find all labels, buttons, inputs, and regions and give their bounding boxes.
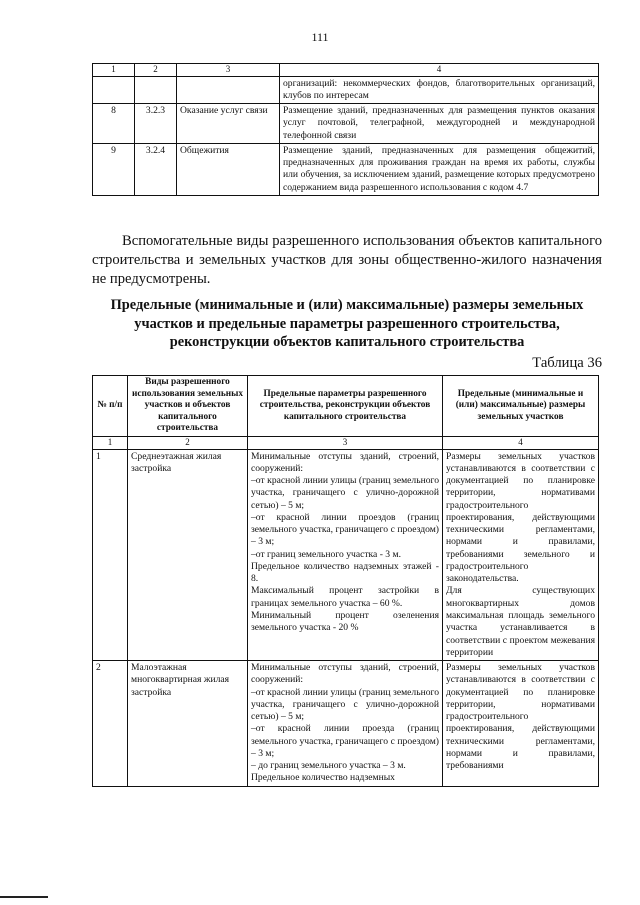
param-line: Предельное количество надземных (251, 772, 395, 784)
header-cell: 1 (93, 64, 135, 77)
param-line: Минимальный процент озеленения земельного участка - 20 % (251, 610, 439, 634)
column-number: 3 (248, 437, 443, 450)
row-sizes (443, 449, 599, 661)
column-header-sizes: Предельные (минимальные и (или) максимальные) размеры земельных участков (443, 376, 599, 437)
column-header-number: № п/п (93, 376, 128, 437)
column-number-row (93, 437, 599, 450)
row-name (177, 76, 280, 104)
size-paragraph: Размеры земельных участков устанавливаются в соответствии с документацией по планировке территории, нормативами градостроительного проектирования, действующими техническими регламентами, нормами и правилами, требованиями земельного и градостроительного законодательства. (446, 450, 595, 585)
table-caption: Таблица 36 (532, 355, 602, 371)
column-header-row (93, 376, 599, 437)
param-line: –от красной линии улицы (границ земельного участка, граничащего с улично-дорожной сетью) – 5 м; (251, 686, 439, 723)
row-number: 1 (93, 449, 128, 661)
param-line: – до границ земельного участка – 3 м. (251, 760, 406, 772)
param-line: Минимальные отступы зданий, строений, сооружений: (251, 662, 439, 686)
row-kind: Малоэтажная многоквартирная жилая застройка (128, 661, 248, 787)
table-row (93, 661, 599, 787)
scan-edge-mark (0, 896, 48, 898)
size-paragraph: Размеры земельных участков устанавливаются в соответствии с документацией по планировке территории, нормативами градостроительного проектирования, действующими техническими регламентами, нормами и правилами, требованиями (446, 662, 595, 772)
size-paragraph: Для существующих многоквартирных домов максимальная площадь земельного участка устанавливается в соответствии с проектом межевания территории (446, 585, 595, 658)
row-name: Общежития (177, 143, 280, 195)
header-cell: 2 (135, 64, 177, 77)
row-code: 3.2.4 (135, 143, 177, 195)
row-name: Оказание услуг связи (177, 104, 280, 144)
column-header-params: Предельные параметры разрешенного строительства, реконструкции объектов капитального строительства (248, 376, 443, 437)
page-number: 111 (311, 30, 329, 44)
row-description: Размещение зданий, предназначенных для размещения общежитий, предназначенных для проживания граждан на время их работы, службы или обучения, за исключением зданий, размещение которых предусмотрено содержанием вида разрешенного использования с кодом 4.7 (280, 143, 599, 195)
limit-parameters-table (92, 375, 599, 787)
param-line: Предельное количество надземных этажей - 8. (251, 560, 439, 585)
row-number (93, 76, 135, 104)
header-cell: 4 (280, 64, 599, 77)
table-row (93, 143, 599, 195)
column-header-kind: Виды разрешенного использования земельных участков и объектов капитального строительства (128, 376, 248, 437)
param-line: Минимальные отступы зданий, строений, сооружений: (251, 450, 439, 474)
row-code: 3.2.3 (135, 104, 177, 144)
param-line: Максимальный процент застройки в границах земельного участка – 60 %. (251, 585, 439, 609)
param-line: –от красной линии улицы (границ земельного участка, граничащего с улично-дорожной сетью) – 5 м; (251, 475, 439, 511)
row-sizes (443, 661, 599, 787)
auxiliary-uses-paragraph: Вспомогательные виды разрешенного использования объектов капитального строительства и земельных участков для зоны общественно-жилого назначения не предусмотрены. (92, 233, 602, 287)
land-use-table-continued (92, 63, 599, 196)
table-row (93, 76, 599, 104)
row-number: 8 (93, 104, 135, 144)
param-line: –от границ земельного участка - 3 м. (251, 548, 401, 560)
param-line: –от красной линии проездов (границ земельного участка, граничащего с проездом) – 3 м; (251, 511, 439, 548)
row-number: 2 (93, 661, 128, 787)
row-number: 9 (93, 143, 135, 195)
param-line: –от красной линии проезда (границ земельного участка, граничащего с проездом) – 3 м; (251, 723, 439, 759)
table-row (93, 449, 599, 661)
table-row (93, 104, 599, 144)
row-description: организаций: некоммерческих фондов, благотворительных организаций, клубов по интересам (280, 76, 599, 104)
row-params (248, 661, 443, 787)
row-kind: Среднеэтажная жилая застройка (128, 449, 248, 661)
header-cell: 3 (177, 64, 280, 77)
row-code (135, 76, 177, 104)
section-heading: Предельные (минимальные и (или) максимальные) размеры земельных участков и предельные параметры разрешенного строительства, реконструкции объектов капитального строительства (110, 297, 584, 351)
column-number: 4 (443, 437, 599, 450)
column-number: 2 (128, 437, 248, 450)
row-params (248, 449, 443, 661)
row-description: Размещение зданий, предназначенных для размещения пунктов оказания услуг почтовой, телеграфной, междугородней и международной телефонной связи (280, 104, 599, 144)
table-header-row (93, 64, 599, 77)
column-number: 1 (93, 437, 128, 450)
